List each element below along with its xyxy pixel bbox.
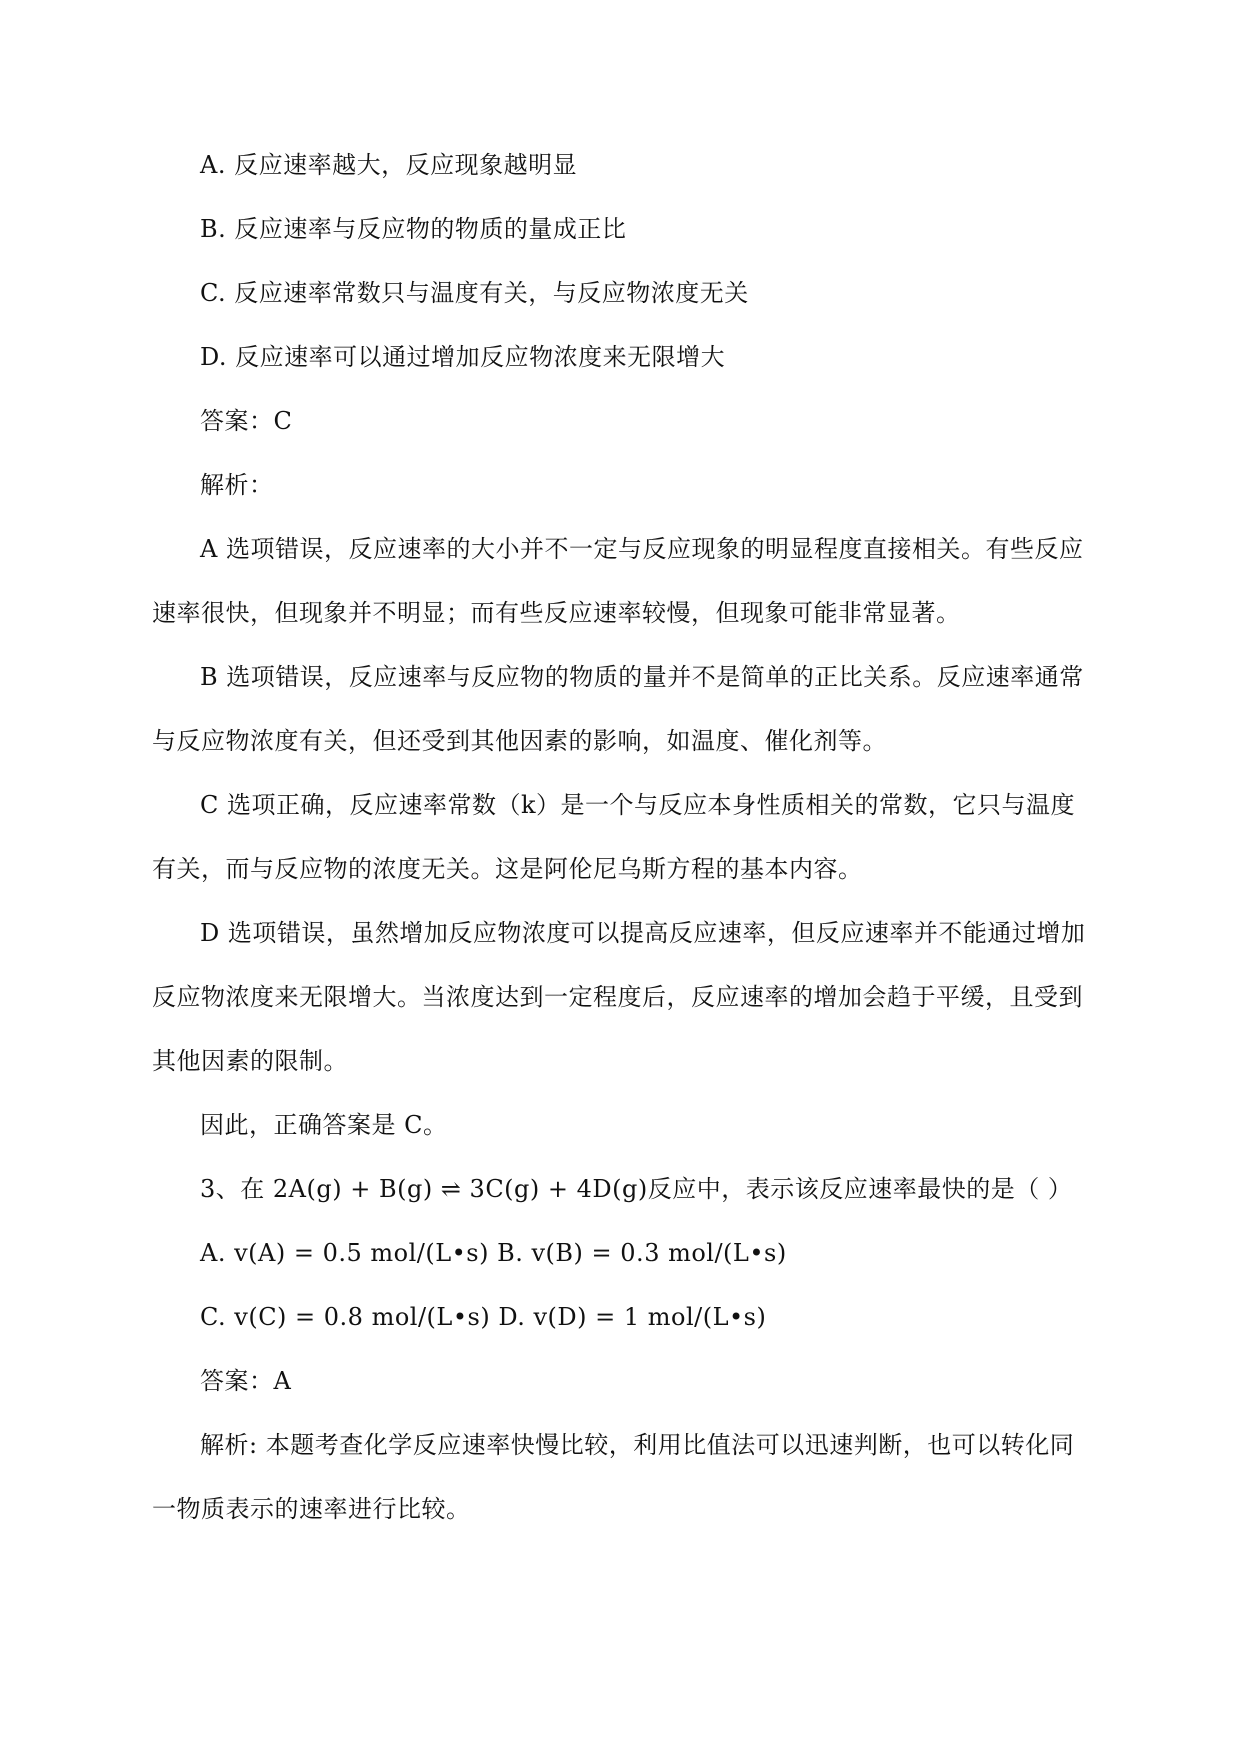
q3-analysis-line1: 解析: 本题考查化学反应速率快慢比较，利用比值法可以迅速判断，也可以转化同 (200, 1431, 1075, 1459)
q3-analysis-line2: 一物质表示的速率进行比较。 (152, 1495, 471, 1523)
q2-analysis-c-line2: 有关，而与反应物的浓度无关。这是阿伦尼乌斯方程的基本内容。 (152, 855, 863, 883)
q2-analysis-a-line2: 速率很快，但现象并不明显；而有些反应速率较慢，但现象可能非常显著。 (152, 599, 961, 627)
q2-conclusion: 因此，正确答案是 C。 (200, 1111, 448, 1139)
q2-analysis-a-line1: A 选项错误，反应速率的大小并不一定与反应现象的明显程度直接相关。有些反应 (200, 535, 1084, 563)
q2-option-b: B. 反应速率与反应物的物质的量成正比 (200, 215, 627, 243)
q2-analysis-d-line1: D 选项错误，虽然增加反应物浓度可以提高反应速率，但反应速率并不能通过增加 (200, 919, 1086, 947)
q2-analysis-b-line1: B 选项错误，反应速率与反应物的物质的量并不是简单的正比关系。反应速率通常 (200, 663, 1084, 691)
q2-answer: 答案：C (200, 407, 293, 435)
q2-analysis-c-line1: C 选项正确，反应速率常数（k）是一个与反应本身性质相关的常数，它只与温度 (200, 791, 1076, 819)
q2-analysis-d-line2: 反应物浓度来无限增大。当浓度达到一定程度后，反应速率的增加会趋于平缓，且受到 (152, 983, 1083, 1011)
q3-options-row2: C. v(C) = 0.8 mol/(L•s) D. v(D) = 1 mol/(L•s) (200, 1303, 767, 1331)
q3-answer: 答案：A (200, 1367, 292, 1395)
q2-analysis-label: 解析： (200, 471, 274, 499)
q2-analysis-d-line3: 其他因素的限制。 (152, 1047, 348, 1075)
q2-option-c: C. 反应速率常数只与温度有关，与反应物浓度无关 (200, 279, 749, 307)
q3-options-row1: A. v(A) = 0.5 mol/(L•s) B. v(B) = 0.3 mol/(L•s) (200, 1239, 787, 1267)
q3-question: 3、在 2A(g) + B(g) ⇌ 3C(g) + 4D(g)反应中，表示该反应速率最快的是（ ） (200, 1175, 1073, 1203)
q2-option-d: D. 反应速率可以通过增加反应物浓度来无限增大 (200, 343, 726, 371)
q2-analysis-b-line2: 与反应物浓度有关，但还受到其他因素的影响，如温度、催化剂等。 (152, 727, 887, 755)
q2-option-a: A. 反应速率越大，反应现象越明显 (200, 151, 578, 179)
